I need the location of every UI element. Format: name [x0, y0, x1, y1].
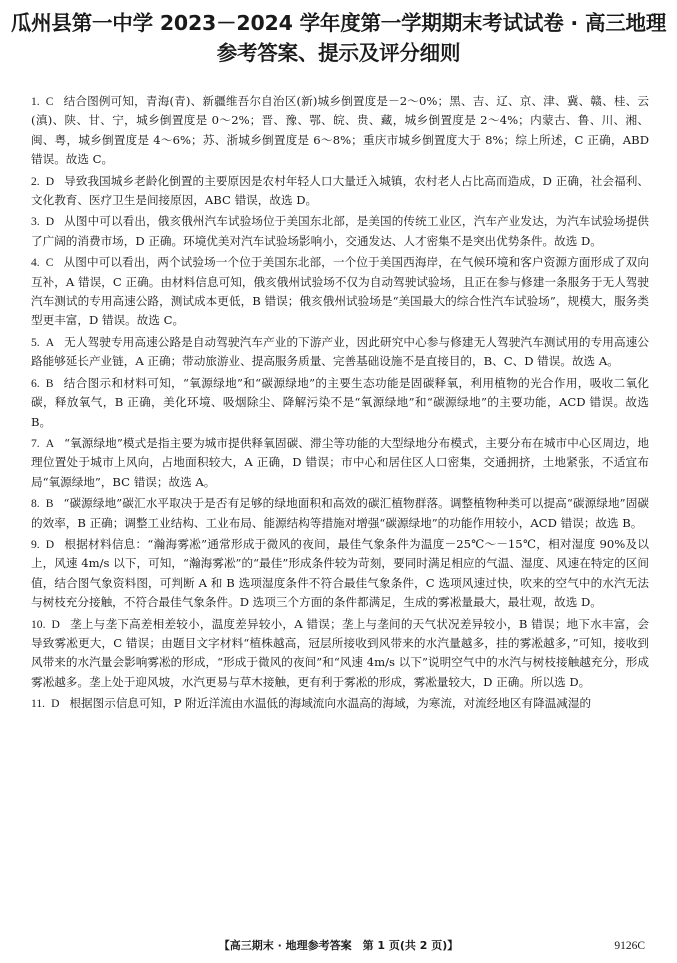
answer-choice: A	[45, 436, 55, 450]
document-title	[0, 8, 677, 68]
answer-explanation: “碳源绿地”碳汇水平取决于是否有足够的绿地面积和高效的碳汇植物群落。调整植物种类可以提高“碳源绿地”固碳的效率，B 正确；调整工业结构、工业布局、能源结构等措施对增强“碳源绿地”的功能作用较小，ACD 错误；故选 B。	[31, 496, 649, 530]
answer-explanation: 根据材料信息：“瀚海雾凇”通常形成于微风的夜间，最佳气象条件为温度－25℃～－15℃，相对湿度 90%及以上，风速 4m/s 以下，可知，“瀚海雾凇”的“最佳”形成条件较为苛刻，要同时满足相应的气温、湿度、风速在特定的区间值，结合图气象资料图，可判断 A 和 B 选项湿度条件不符合最佳气象条件，C 选项风速过快，吹来的空气中的水汽无法与树枝充分接触，不符合最佳气象条件。D 选项三个方面的条件都满足，生成的雾凇量最大，最壮观，故选 D。	[31, 536, 649, 610]
answer-item	[31, 172, 649, 211]
answer-number: 8.	[31, 497, 40, 511]
answer-choice: D	[51, 617, 60, 631]
title-line-2: 参考答案、提示及评分细则	[216, 41, 461, 65]
answer-explanation: “氧源绿地”模式是指主要为城市提供释氧固碳、滞尘等功能的大型绿地分布模式，主要分布在城市中心区周边，地理位置处于城市上风向，占地面积较大，A 正确，D 错误；市中心和居住区人口密集，交通拥挤，土地紧张，不适宜布局“氧源绿地”，BC 错误；故选 A。	[31, 435, 649, 489]
answer-choice: D	[45, 174, 55, 188]
answer-choice: B	[45, 376, 54, 390]
answer-item	[31, 494, 649, 533]
answer-choice: D	[51, 697, 60, 711]
answer-item	[31, 694, 649, 713]
answer-explanation: 从图中可以看出，俄亥俄州汽车试验场位于美国东北部，是美国的传统工业区，汽车产业发达，为汽车试验场提供了广阔的消费市场，D 正确。环境优美对汽车试验场影响小，交通发达、人才密集不是突出优势条件。故选 D。	[31, 214, 649, 248]
footer-page-info: 【高三期末 · 地理参考答案 第 1 页(共 2 页)】	[218, 939, 459, 952]
answer-number: 9.	[31, 537, 40, 551]
answer-number: 7.	[31, 436, 40, 450]
answer-item	[31, 535, 649, 613]
answer-choice: A	[45, 335, 55, 349]
page-footer	[0, 936, 677, 956]
answer-explanation: 从图中可以看出，两个试验场一个位于美国东北部，一个位于美国西海岸，在气候环境和客户资源方面形成了双向互补，A 错误，C 正确。由材料信息可知，俄亥俄州试验场不仅为自动驾驶试验场，且正在参与修建一条服务于无人驾驶汽车测试的专用高速公路，测试成本更低，B 错误；俄亥俄州试验场是“美国最大的综合性汽车试验场”，规模大，服务类型更丰富，D 错误。故选 C。	[31, 255, 649, 328]
answer-item	[31, 374, 649, 432]
answer-explanation: 无人驾驶专用高速公路是自动驾驶汽车产业的下游产业，因此研究中心参与修建无人驾驶汽车测试用的专用高速公路能够延长产业链，A 正确；带动旅游业、提高服务质量、完善基础设施不是直接目的，B、C、D 错误。故选 A。	[31, 334, 649, 369]
answer-number: 2.	[31, 174, 40, 188]
answer-explanation: 结合图示和材料可知，“氧源绿地”和“碳源绿地”的主要生态功能是固碳释氧，利用植物的光合作用，吸收二氧化碳，释放氧气，B 正确，美化环境、吸烟除尘、降解污染不是“氧源绿地”和“碳源绿地”的主要功能，ACD 错误。故选 B。	[31, 375, 649, 429]
answer-number: 1.	[31, 95, 40, 108]
answer-item	[31, 434, 649, 492]
answer-item	[31, 333, 649, 372]
answer-number: 11.	[31, 697, 46, 711]
answer-item	[31, 212, 649, 251]
answer-item	[31, 92, 649, 170]
answer-choice: C	[45, 256, 54, 270]
answer-choice: B	[45, 497, 54, 511]
answer-explanation: 根据图示信息可知，P 附近洋流由水温低的海域流向水温高的海域，为寒流，对流经地区有降温减湿的	[69, 696, 592, 711]
answer-number: 4.	[31, 256, 40, 270]
footer-code: 9126C	[614, 940, 645, 952]
answer-number: 5.	[31, 335, 40, 349]
answer-item	[31, 253, 649, 331]
answer-number: 10.	[31, 617, 46, 631]
title-line-1: 瓜州县第一中学 2023－2024 学年度第一学期期末考试试卷 · 高三地理	[10, 11, 667, 35]
answer-item	[31, 615, 649, 693]
answer-explanation: 垄上与垄下高差相差较小，温度差异较小，A 错误；垄上与垄间的天气状况差异较小，B 错误；地下水丰富，会导致雾凇更大，C 错误；由题目文字材料“植株越高，冠层所接收到风带来的水汽量越多，挂的雾凇越多，”可知，接收到风带来的水汽量会影响雾凇的形成，“形成于微风的夜间”和“风速 4m/s 以下”说明空气中的水汽与树枝接触越充分，形成雾凇越多。垄上处于迎风坡，水汽更易与草木接触，更有利于雾凇的形成，雾凇量较大，D 正确。所以选 D。	[31, 616, 649, 689]
answer-number: 3.	[31, 215, 40, 229]
answer-choice: D	[45, 215, 55, 229]
answer-explanation: 导致我国城乡老龄化倒置的主要原因是农村年轻人口大量迁入城镇，农村老人占比高而造成，D 正确，社会福利、文化教育、医疗卫生是间接原因，ABC 错误，故选 D。	[31, 173, 649, 208]
answer-choice: C	[45, 95, 54, 108]
answer-explanation: 结合图例可知，青海(青)、新疆维吾尔自治区(新)城乡倒置度是－2～0%；黑、吉、辽、京、津、冀、赣、桂、云(滇)、陕、甘、宁，城乡倒置度是 0～2%；晋、豫、鄂、皖、贵、藏，城乡倒置度是 2～4%；内蒙古、鲁、川、湘、闽、粤，城乡倒置度是 4～6%；苏、浙城乡倒置度是 6～8%；重庆市城乡倒置度大于 8%；综上所述，C 正确，ABD 错误。故选 C。	[31, 94, 649, 167]
answer-list	[31, 92, 649, 716]
answer-choice: D	[45, 537, 55, 551]
answer-number: 6.	[31, 376, 40, 390]
